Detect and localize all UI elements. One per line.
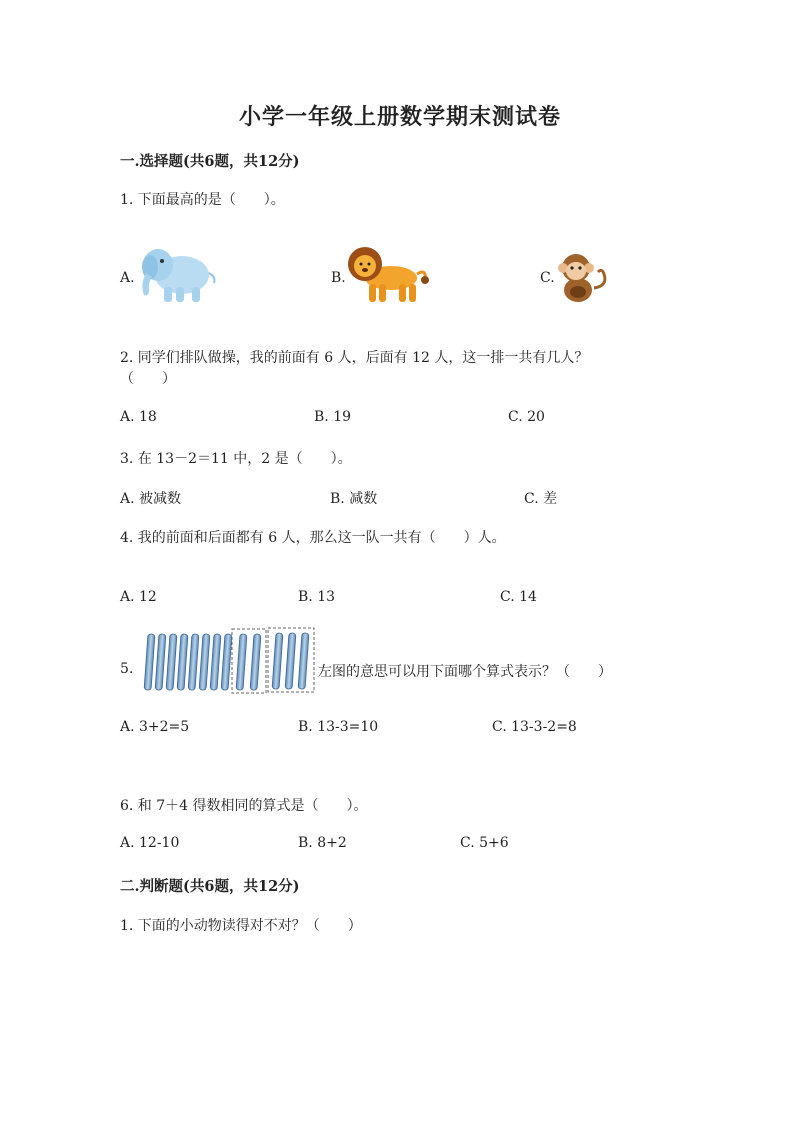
q5-option-c: C. 13-3-2=8: [492, 719, 577, 735]
q4-option-a: A. 12: [120, 589, 157, 605]
q5-option-a: A. 3+2=5: [120, 719, 190, 735]
q2-option-c: C. 20: [508, 409, 545, 425]
q5-option-b: B. 13-3=10: [298, 719, 379, 735]
question-2-paren: （ ）: [120, 371, 176, 387]
lion-icon: [345, 240, 431, 306]
page-title: 小学一年级上册数学期末测试卷: [238, 104, 561, 130]
q3-option-a: A. 被减数: [120, 491, 182, 507]
q2-option-a: A. 18: [120, 409, 157, 425]
q3-option-b: B. 减数: [330, 491, 378, 507]
q6-option-c: C. 5+6: [460, 835, 509, 851]
section-heading-choice: 一.选择题(共6题，共12分): [120, 153, 300, 170]
q4-option-c: C. 14: [500, 589, 537, 605]
q2-option-b: B. 19: [314, 409, 352, 425]
option-c-label: C.: [540, 270, 555, 286]
question-5-number: 5.: [120, 661, 134, 677]
q4-option-b: B. 13: [298, 589, 336, 605]
question-5: 左图的意思可以用下面哪个算式表示？（ ）: [318, 664, 612, 680]
sticks-icon: [140, 626, 318, 696]
q6-option-b: B. 8+2: [298, 835, 347, 851]
question-1: 1. 下面最高的是（ ）。: [120, 192, 285, 208]
option-a-label: A.: [120, 270, 135, 286]
q6-option-a: A. 12-10: [120, 835, 180, 851]
section-heading-judgement: 二.判断题(共6题，共12分): [120, 878, 300, 895]
section2-question-1: 1. 下面的小动物读得对不对？（ ）: [120, 918, 362, 934]
question-4: 4. 我的前面和后面都有 6 人，那么这一队一共有（ ）人。: [120, 530, 506, 546]
elephant-icon: [136, 243, 220, 305]
question-3: 3. 在 13－2＝11 中，2 是（ ）。: [120, 451, 352, 467]
option-b-label: B.: [331, 270, 346, 286]
question-6: 6. 和 7＋4 得数相同的算式是（ ）。: [120, 798, 368, 814]
q3-option-c: C. 差: [524, 491, 558, 507]
monkey-icon: [554, 250, 610, 306]
question-2: 2. 同学们排队做操，我的前面有 6 人，后面有 12 人，这一排一共有几人？: [120, 350, 589, 366]
